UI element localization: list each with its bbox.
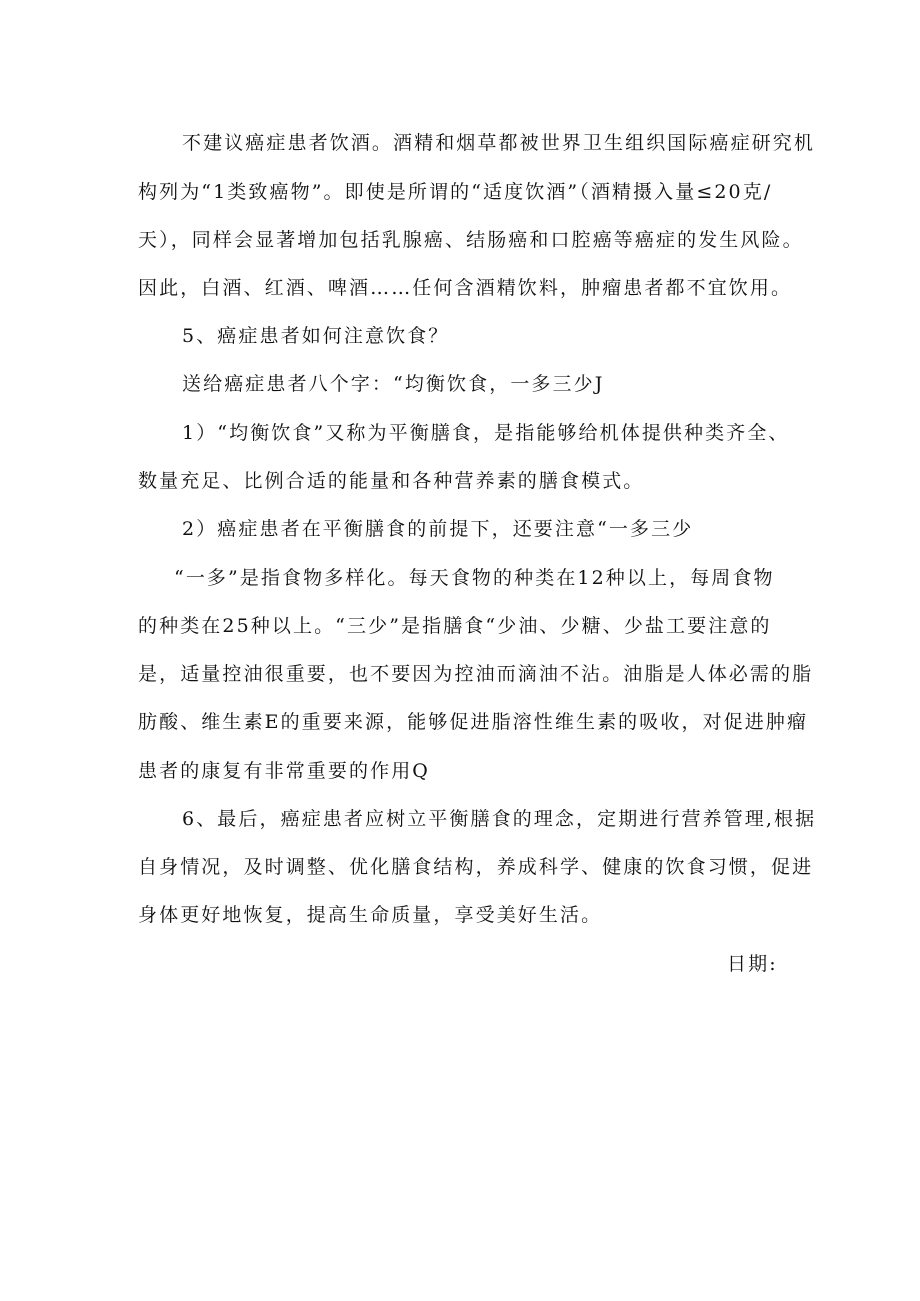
text-line: 因此，白酒、红酒、啤酒……任何含酒精饮料，肿瘤患者都不宜饮用。 (138, 277, 793, 299)
text-line: 送给癌症患者八个字：“均衡饮食，一多三少J (182, 373, 605, 395)
text-line: 1）“均衡饮食”又称为平衡膳食，是指能够给机体提供种类齐全、 (182, 422, 790, 444)
text-line: 数量充足、比例合适的能量和各种营养素的膳食模式。 (138, 470, 645, 492)
text-line: 身体更好地恢复，提高生命质量，享受美好生活。 (138, 904, 603, 926)
text-line: “一多”是指食物多样化。每天食物的种类在12种以上，每周食物 (174, 567, 775, 589)
text-line: 患者的康复有非常重要的作用Q (138, 760, 430, 782)
text-line: 的种类在25种以上。“三少”是指膳食“少油、少糖、少盐工要注意的 (138, 615, 772, 637)
text-line: 天），同样会显著增加包括乳腺癌、结肠癌和口腔癌等癌症的发生风险。 (138, 229, 804, 251)
date-label: 日期: (727, 953, 778, 975)
text-line: 是，适量控油很重要，也不要因为控油而滴油不沾。油脂是人体必需的脂 (138, 663, 814, 685)
text-line: 自身情况，及时调整、优化膳食结构，养成科学、健康的饮食习惯，促进 (138, 856, 814, 878)
text-line: 不建议癌症患者饮酒。酒精和烟草都被世界卫生组织国际癌症研究机 (182, 132, 816, 154)
text-line: 6、最后，癌症患者应树立平衡膳食的理念，定期进行营养管理,根据 (182, 808, 817, 830)
text-line: 2）癌症患者在平衡膳食的前提下，还要注意“一多三少 (182, 518, 694, 540)
section-heading: 5、癌症患者如何注意饮食？ (182, 325, 450, 347)
text-line: 肪酸、维生素E的重要来源，能够促进脂溶性维生素的吸收，对促进肿瘤 (138, 711, 809, 733)
text-line: 构列为“1类致癌物”。即使是所谓的“适度饮酒”（酒精摄入量≤20克/ (138, 181, 773, 203)
